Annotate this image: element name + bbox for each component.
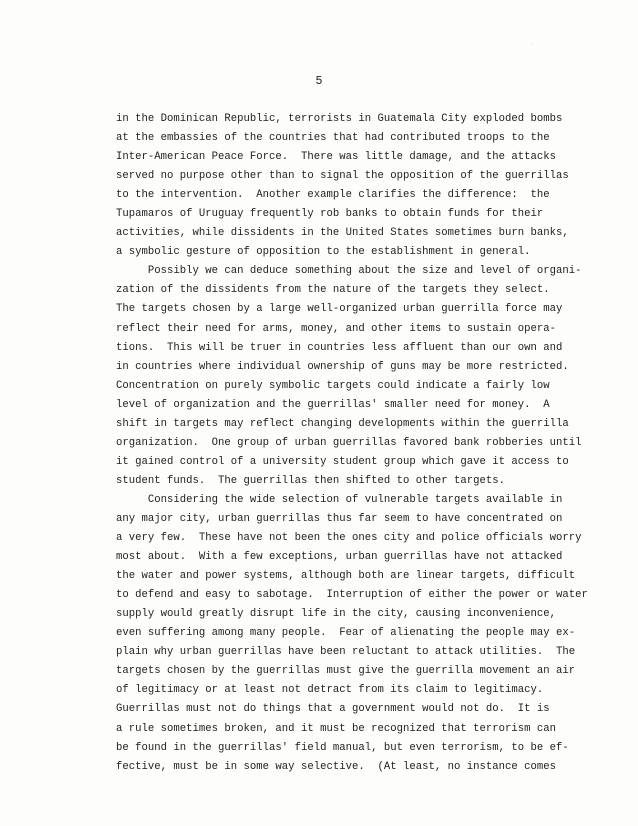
text-line: shift in targets may reflect changing developments within the guerrilla	[116, 417, 569, 430]
text-line: a very few. These have not been the ones city and police officials worry	[116, 532, 582, 545]
text-line: in countries where individual ownership of guns may be more restricted.	[116, 360, 569, 373]
text-line: any major city, urban guerrillas thus far seem to have concentrated on	[116, 512, 563, 525]
text-line: activities, while dissidents in the United States sometimes burn banks,	[116, 227, 569, 240]
text-line: Considering the wide selection of vulnerable targets available in	[116, 493, 563, 506]
text-line: targets chosen by the guerrillas must give the guerrilla movement an air	[116, 665, 576, 678]
text-line: be found in the guerrillas' field manual, but even terrorism, to be ef-	[116, 741, 569, 754]
text-line: Inter-American Peace Force. There was little damage, and the attacks	[116, 151, 557, 164]
text-line: organization. One group of urban guerrillas favored bank robberies until	[116, 436, 582, 449]
text-line: student funds. The guerrillas then shifted to other targets.	[116, 474, 506, 487]
text-line: even suffering among many people. Fear of alienating the people may ex-	[116, 627, 576, 640]
text-line: served no purpose other than to signal the opposition of the guerrillas	[116, 170, 569, 183]
page-number: 5	[315, 75, 323, 88]
text-line: zation of the dissidents from the nature of the targets they select.	[116, 284, 550, 297]
text-line: most about. With a few exceptions, urban guerrillas have not attacked	[116, 551, 563, 564]
text-line: to the intervention. Another example clarifies the difference: the	[116, 189, 550, 202]
text-line: level of organization and the guerrillas' smaller need for money. A	[116, 398, 550, 411]
text-line: the water and power systems, although both are linear targets, difficult	[116, 570, 576, 583]
text-line: plain why urban guerrillas have been reluctant to attack utilities. The	[116, 646, 576, 659]
text-line: Guerrillas must not do things that a government would not do. It is	[116, 703, 550, 716]
body-text	[116, 110, 588, 777]
text-line: fective, must be in some way selective. (At least, no instance comes	[116, 760, 557, 773]
text-line: to defend and easy to sabotage. Interruption of either the power or water	[116, 589, 588, 602]
text-line: at the embassies of the countries that had contributed troops to the	[116, 132, 550, 145]
text-line: reflect their need for arms, money, and other items to sustain opera-	[116, 322, 557, 335]
text-line: of legitimacy or at least not detract from its claim to legitimacy.	[116, 684, 544, 697]
text-line: The targets chosen by a large well-organized urban guerrilla force may	[116, 303, 563, 316]
text-line: it gained control of a university student group which gave it access to	[116, 455, 569, 468]
text-line: Possibly we can deduce something about the size and level of organi-	[116, 265, 582, 278]
text-line: in the Dominican Republic, terrorists in Guatemala City exploded bombs	[116, 113, 563, 125]
text-line: Tupamaros of Uruguay frequently rob banks to obtain funds for their	[116, 208, 544, 221]
text-line: a rule sometimes broken, and it must be recognized that terrorism can	[116, 722, 557, 735]
scan-artifact-mark: ·	[531, 40, 534, 48]
text-line: Concentration on purely symbolic targets could indicate a fairly low	[116, 379, 550, 392]
text-line: tions. This will be truer in countries less affluent than our own and	[116, 341, 563, 354]
text-line: a symbolic gesture of opposition to the establishment in general.	[116, 246, 531, 259]
text-line: supply would greatly disrupt life in the city, causing inconvenience,	[116, 608, 557, 621]
